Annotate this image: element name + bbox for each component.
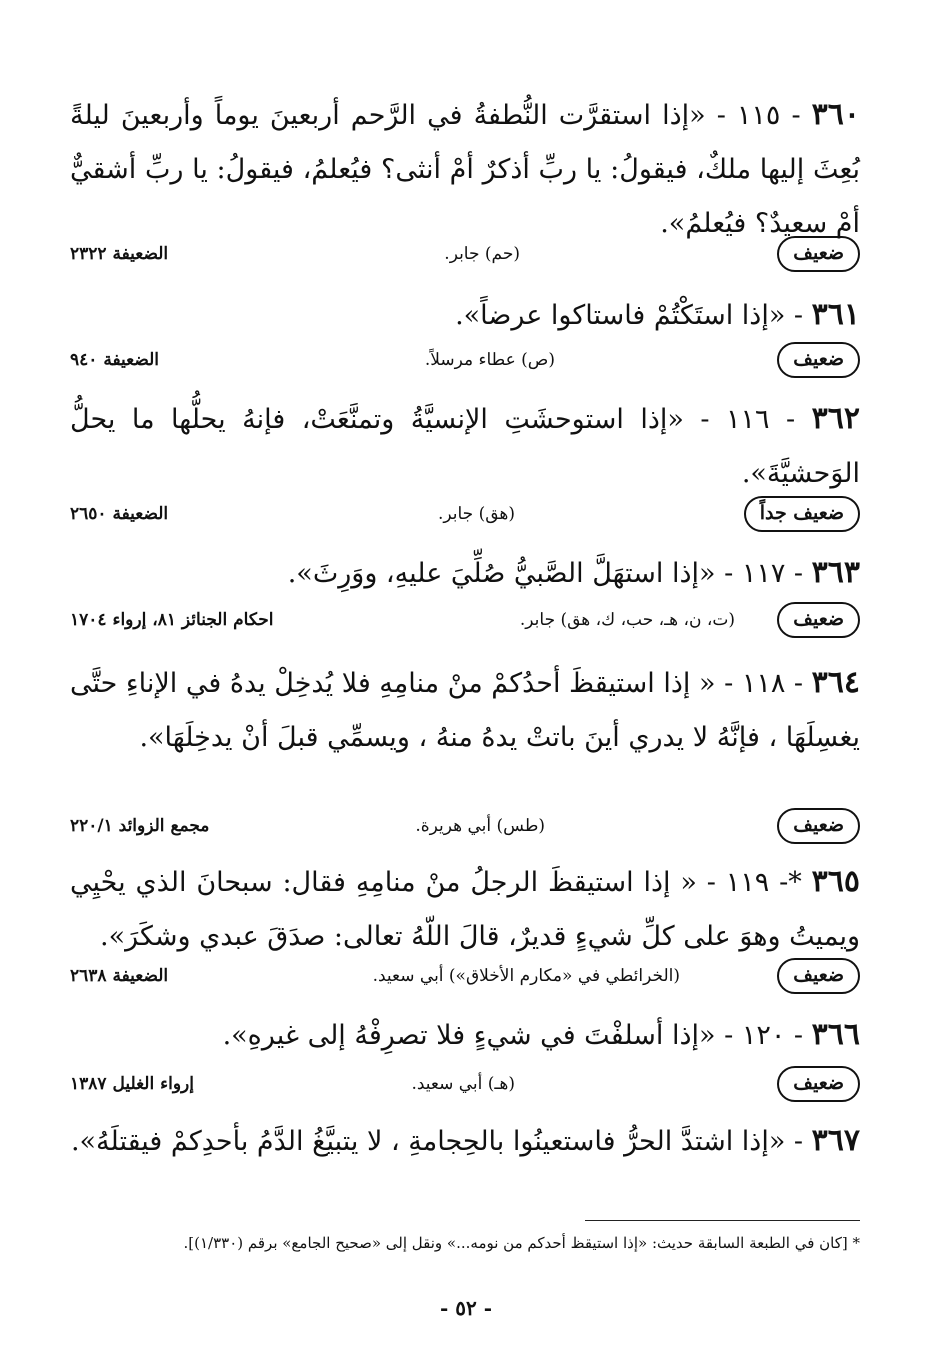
book-reference: احكام الجنائز ٨١، إرواء ١٧٠٤ [70, 610, 274, 630]
hadith-entry [70, 656, 860, 765]
grade-badge: ضعيف [777, 236, 860, 272]
hadith-entry [70, 88, 860, 251]
hadith-number: ٣٦١ [811, 297, 860, 332]
hadith-source: (ت، ن، هـ، حب، ك، هق) جابر. [519, 610, 735, 630]
hadith-reference [70, 1066, 860, 1106]
hadith-entry [70, 392, 860, 501]
hadith-source: (طس) أبي هريرة. [415, 816, 545, 836]
hadith-reference [70, 808, 860, 848]
hadith-number: ٣٦٦ [811, 1017, 860, 1052]
hadith-number: ٣٦٢ [811, 401, 860, 436]
grade-badge: ضعيف [777, 602, 860, 638]
grade-badge: ضعيف [777, 808, 860, 844]
hadith-reference [70, 342, 860, 382]
hadith-number: ٣٦٧ [811, 1123, 860, 1158]
hadith-text: - ١١٨ - « إذا استيقظَ أحدُكمْ منْ منامِهِ فلا يُدخِلْ يدهُ في الإناءِ حتَّى يغسِلَهَا ، فإنَّهُ لا يدري أينَ باتتْ يدهُ منهُ ، ويسمِّي قبلَ أنْ يدخِلَهَا». [70, 668, 860, 753]
hadith-source: (الخرائطي في «مكارم الأخلاق») أبي سعيد. [372, 966, 680, 986]
grade-badge: ضعيف [777, 1066, 860, 1102]
book-reference: إرواء الغليل ١٣٨٧ [70, 1074, 194, 1094]
hadith-entry [70, 1008, 860, 1063]
book-reference: الضعيفة ٢٦٣٨ [70, 966, 169, 986]
hadith-reference [70, 958, 860, 998]
hadith-entry [70, 288, 860, 343]
hadith-entry [70, 546, 860, 601]
book-reference: الضعيفة ٢٦٥٠ [70, 504, 169, 524]
hadith-text: - ١١٦ - «إذا استوحشَتِ الإنسيَّةُ وتمنَّعَتْ، فإنهُ يحلُّها ما يحلُّ الوَحشيَّةَ». [70, 404, 860, 489]
hadith-text: - «إذا استَكْتُمْ فاستاكوا عرضاً». [455, 300, 804, 331]
hadith-entry [70, 1114, 860, 1169]
hadith-text: *- ١١٩ - « إذا استيقظَ الرجلُ منْ منامِهِ فقال: سبحانَ الذي يحْيِي ويميتُ وهوَ على كلِّ شيءٍ قديرٌ، قالَ اللّهُ تعالى: صدَقَ عبدي وشكَرَ». [70, 867, 860, 952]
hadith-text: - ١١٧ - «إذا استهَلَّ الصَّبيُّ صُلِّيَ عليهِ، ووَرِثَ». [287, 558, 804, 589]
grade-badge: ضعيف [777, 342, 860, 378]
hadith-number: ٣٦٤ [811, 665, 860, 700]
hadith-reference [70, 602, 860, 642]
hadith-entry [70, 855, 860, 964]
book-reference: الضعيفة ٢٣٢٢ [70, 244, 169, 264]
hadith-source: (هـ) أبي سعيد. [411, 1074, 515, 1094]
book-reference: مجمع الزوائد ٢٢٠/١ [70, 816, 210, 836]
footnote-divider [585, 1220, 860, 1221]
hadith-number: ٣٦٠ [811, 97, 860, 132]
hadith-text: - ١١٥ - «إذا استقرَّت النُّطفةُ في الرَّحم أربعينَ يوماً وأربعينَ ليلةً بُعِثَ إليها ملكٌ، فيقولُ: يا ربِّ أذكرٌ أمْ أنثى؟ فيُعلمُ، فيقولُ: يا ربِّ أشقيٌّ أمْ سعيدٌ؟ فيُعلمُ». [70, 100, 860, 239]
hadith-number: ٣٦٥ [811, 864, 860, 899]
hadith-reference [70, 496, 860, 536]
hadith-number: ٣٦٣ [811, 555, 860, 590]
grade-badge: ضعيف جداً [744, 496, 860, 532]
hadith-source: (حم) جابر. [444, 244, 520, 264]
page-number: - ٥٢ - [439, 1296, 492, 1320]
book-reference: الضعيفة ٩٤٠ [70, 350, 160, 370]
footnote: * [كان في الطبعة السابقة حديث: «إذا استيقظ أحدكم من نومه...» ونقل إلى «صحيح الجامع» برقم (١/٣٣٠)]. [183, 1234, 860, 1252]
hadith-reference [70, 236, 860, 276]
hadith-source: (ص) عطاء مرسلاً. [424, 350, 555, 370]
hadith-text: - ١٢٠ - «إذا أسلفْتَ في شيءٍ فلا تصرِفْهُ إلى غيرهِ». [222, 1020, 804, 1051]
grade-badge: ضعيف [777, 958, 860, 994]
hadith-source: (هق) جابر. [437, 504, 515, 524]
hadith-text: - «إذا اشتدَّ الحرُّ فاستعينُوا بالحِجامةِ ، لا يتبيَّغُ الدَّمُ بأحدِكمْ فيقتلَهُ». [70, 1126, 804, 1157]
